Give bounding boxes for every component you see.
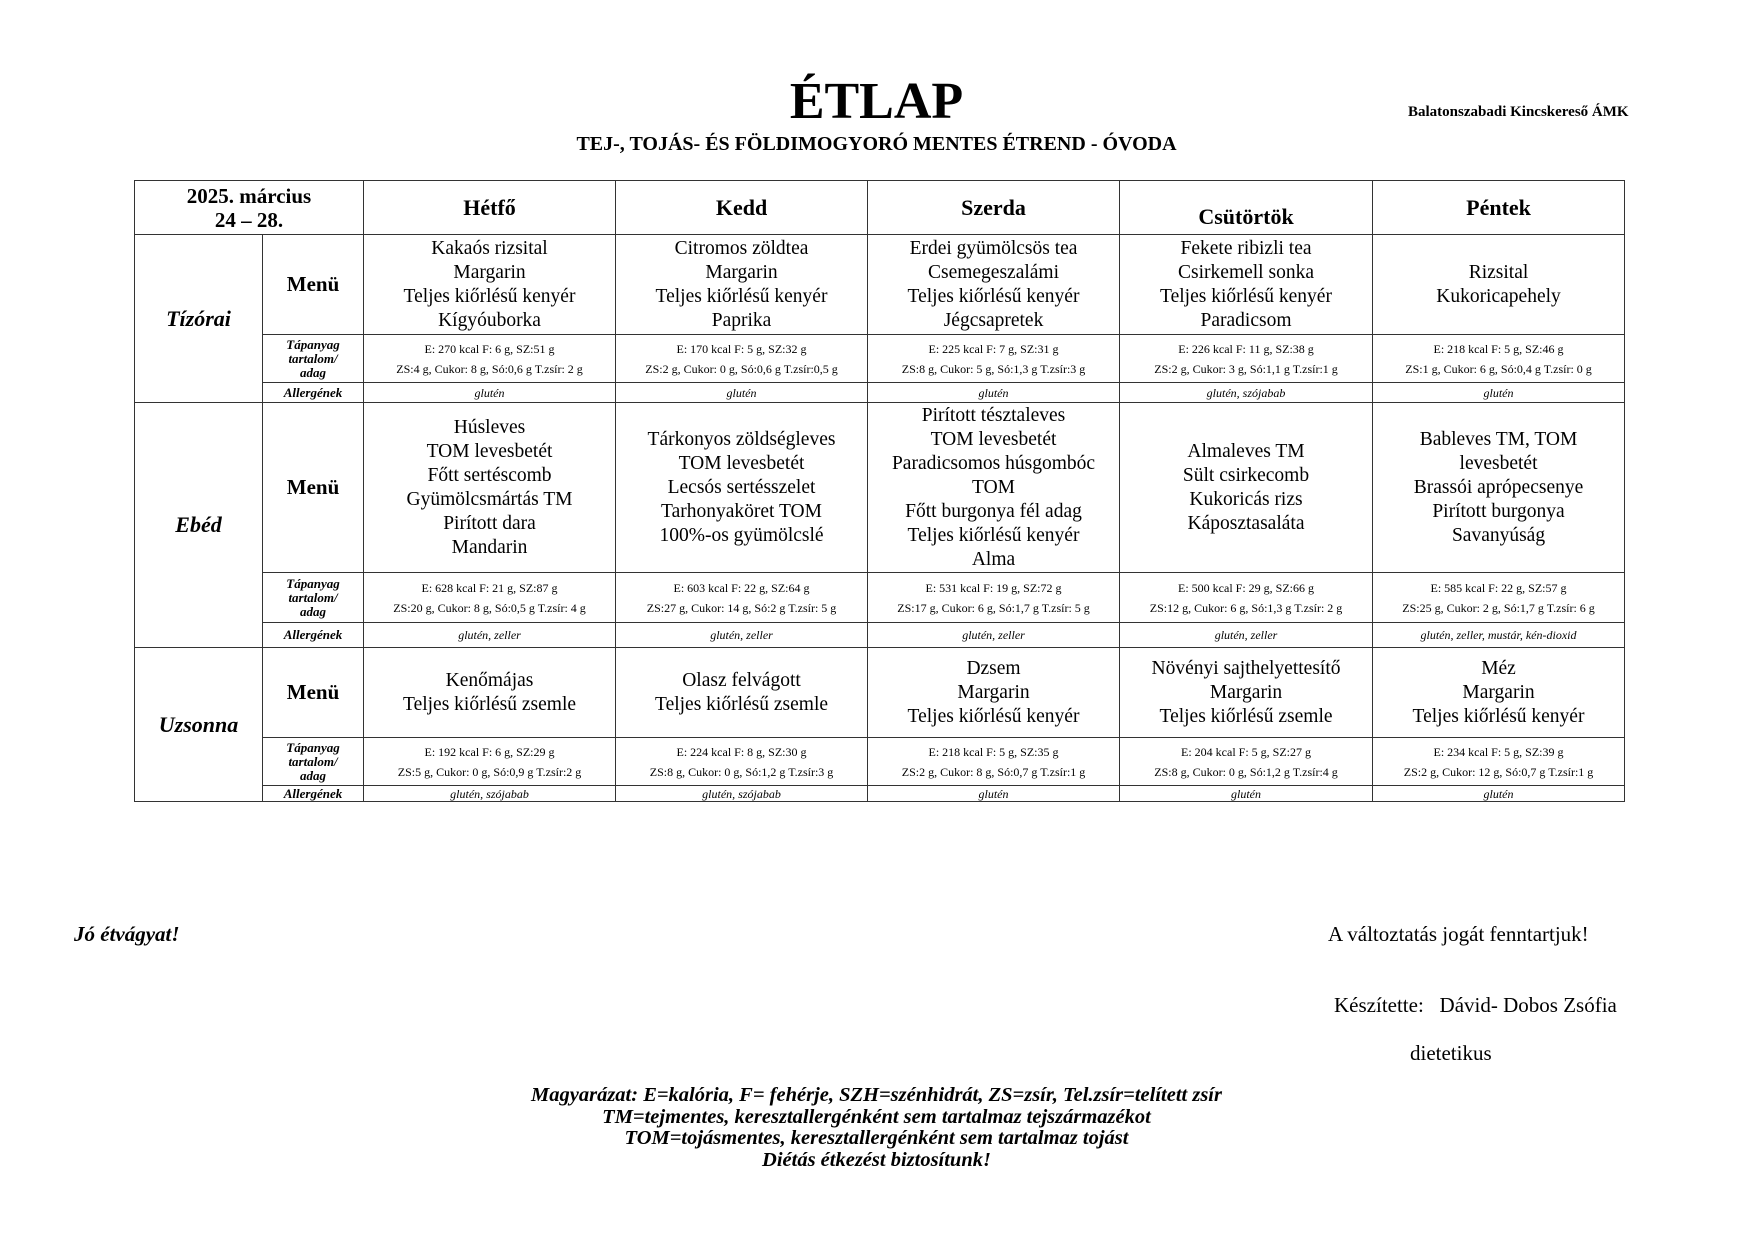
menu-item: Gyümölcsmártás TM — [406, 488, 573, 510]
nutrition-line: ZS:2 g, Cukor: 0 g, Só:0,6 g T.zsír:0,5 g — [645, 361, 838, 376]
menu-item: Kenőmájas — [445, 669, 534, 691]
author-role: dietetikus — [1410, 1041, 1492, 1065]
menu-item: Almaleves TM — [1187, 440, 1305, 462]
page-title: ÉTLAP — [789, 73, 964, 130]
menu-cell — [868, 403, 1120, 573]
nutrition-label-line: Tápanyag — [286, 739, 340, 755]
menu-row — [135, 403, 1625, 573]
menu-item: Káposztasaláta — [1187, 512, 1305, 534]
nutrition-cell — [616, 335, 868, 383]
menu-item: Tárkonyos zöldségleves — [647, 428, 836, 450]
allergen-cell: glutén — [364, 383, 616, 403]
menu-item: Bableves TM, TOM — [1419, 428, 1578, 450]
menu-item: Teljes kiőrlésű zsemle — [403, 693, 577, 715]
menu-item: Pirított dara — [443, 512, 536, 534]
menu-item: TOM levesbetét — [678, 452, 805, 474]
nutrition-cell — [868, 335, 1120, 383]
organization-name: Balatonszabadi Kincskereső ÁMK — [1408, 104, 1629, 120]
nutrition-label-line: Tápanyag — [286, 336, 340, 352]
nutrition-line: ZS:17 g, Cukor: 6 g, Só:1,7 g T.zsír: 5 g — [897, 600, 1090, 615]
allergen-cell: glutén — [868, 383, 1120, 403]
allergen-cell: glutén — [616, 383, 868, 403]
menu-item: 100%-os gyümölcslé — [659, 524, 824, 546]
nutrition-line: E: 531 kcal F: 19 g, SZ:72 g — [925, 580, 1062, 595]
nutrition-line: ZS:8 g, Cukor: 0 g, Só:1,2 g T.zsír:3 g — [649, 764, 834, 779]
nutrition-line: E: 226 kcal F: 11 g, SZ:38 g — [1178, 341, 1314, 356]
allergen-row-label: Allergének — [263, 786, 364, 802]
nutrition-line: ZS:8 g, Cukor: 5 g, Só:1,3 g T.zsír:3 g — [901, 361, 1086, 376]
menu-item: Teljes kiőrlésű kenyér — [1160, 285, 1332, 307]
day-header-thursday: Csütörtök — [1120, 181, 1373, 235]
menu-cell — [868, 235, 1120, 335]
menu-cell — [364, 235, 616, 335]
nutrition-label-line: adag — [300, 603, 326, 619]
menu-item: Méz — [1481, 657, 1516, 679]
menu-cell — [868, 648, 1120, 738]
nutrition-line: E: 270 kcal F: 6 g, SZ:51 g — [424, 341, 555, 356]
menu-item: Húsleves — [453, 416, 526, 438]
allergen-cell: glutén, zeller — [1120, 623, 1373, 648]
menu-item: Teljes kiőrlésű zsemle — [1159, 705, 1333, 727]
nutrition-line: E: 170 kcal F: 5 g, SZ:32 g — [676, 341, 807, 356]
menu-item: Margarin — [705, 261, 778, 283]
menu-cell — [1373, 235, 1625, 335]
nutrition-cell — [364, 573, 616, 623]
nutrition-cell — [616, 573, 868, 623]
nutrition-line: E: 224 kcal F: 8 g, SZ:30 g — [676, 744, 807, 759]
menu-item: Erdei gyümölcsös tea — [909, 237, 1078, 259]
nutrition-cell — [616, 738, 868, 786]
menu-cell — [616, 403, 868, 573]
menu-item: Tarhonyaköret TOM — [661, 500, 822, 522]
nutrition-line: E: 585 kcal F: 22 g, SZ:57 g — [1430, 580, 1567, 595]
menu-item: Kukoricapehely — [1436, 285, 1561, 307]
nutrition-line: E: 225 kcal F: 7 g, SZ:31 g — [928, 341, 1059, 356]
menu-cell — [1120, 235, 1373, 335]
menu-row — [135, 648, 1625, 738]
meal-name: Tízórai — [135, 235, 263, 403]
allergen-row — [135, 623, 1625, 648]
menu-cell — [1373, 648, 1625, 738]
allergen-cell: glutén — [868, 786, 1120, 802]
menu-item: Pirított burgonya — [1432, 500, 1565, 522]
disclaimer: A változtatás jogát fenntartjuk! — [1328, 922, 1589, 946]
nutrition-row-label — [263, 335, 364, 383]
menu-item: Olasz felvágott — [682, 669, 801, 691]
menu-item: Teljes kiőrlésű kenyér — [907, 524, 1080, 546]
menu-item: Teljes kiőrlésű kenyér — [655, 285, 828, 307]
allergen-cell: glutén, zeller, mustár, kén-dioxid — [1373, 623, 1625, 648]
menu-row — [135, 235, 1625, 335]
menu-item: Paradicsomos húsgombóc — [891, 452, 1096, 474]
meal-name: Uzsonna — [135, 648, 263, 802]
legend-line: TOM=tojásmentes, keresztallergénként sem tartalmaz tojást — [624, 1127, 1129, 1149]
menu-item: Főtt sertéscomb — [427, 464, 552, 486]
nutrition-line: ZS:25 g, Cukor: 2 g, Só:1,7 g T.zsír: 6 g — [1402, 600, 1595, 615]
week-month: 2025. március — [186, 183, 312, 208]
menu-item: Lecsós sertésszelet — [667, 476, 816, 498]
nutrition-label-line: Tápanyag — [286, 575, 340, 591]
menu-item: TOM levesbetét — [426, 440, 553, 462]
nutrition-line: E: 192 kcal F: 6 g, SZ:29 g — [424, 744, 555, 759]
menu-cell — [364, 403, 616, 573]
nutrition-line: ZS:27 g, Cukor: 14 g, Só:2 g T.zsír: 5 g — [646, 600, 837, 615]
nutrition-line: ZS:4 g, Cukor: 8 g, Só:0,6 g T.zsír: 2 g — [396, 361, 583, 376]
menu-item: Citromos zöldtea — [674, 237, 809, 259]
menu-item: Teljes kiőrlésű zsemle — [655, 693, 829, 715]
nutrition-line: E: 500 kcal F: 29 g, SZ:66 g — [1178, 580, 1315, 595]
allergen-row-label: Allergének — [263, 383, 364, 403]
legend-line: Magyarázat: E=kalória, F= fehérje, SZH=szénhidrát, ZS=zsír, Tel.zsír=telített zsír — [531, 1084, 1222, 1106]
nutrition-cell — [1373, 335, 1625, 383]
menu-cell — [616, 235, 868, 335]
menu-item: Teljes kiőrlésű kenyér — [907, 705, 1080, 727]
legend-line: Diétás étkezést biztosítunk! — [762, 1148, 991, 1171]
nutrition-cell — [1373, 738, 1625, 786]
nutrition-line: ZS:2 g, Cukor: 3 g, Só:1,1 g T.zsír:1 g — [1154, 361, 1338, 376]
menu-item: Kakaós rizsital — [431, 237, 548, 259]
menu-cell — [364, 648, 616, 738]
nutrition-line: ZS:2 g, Cukor: 8 g, Só:0,7 g T.zsír:1 g — [901, 764, 1086, 779]
week-date-cell — [135, 181, 364, 235]
author-name: Dávid- Dobos Zsófia — [1439, 993, 1617, 1017]
nutrition-line: ZS:5 g, Cukor: 0 g, Só:0,9 g T.zsír:2 g — [397, 764, 582, 779]
menu-item: Margarin — [453, 261, 526, 283]
allergen-cell: glutén, szójabab — [616, 786, 868, 802]
allergen-cell: glutén — [1373, 383, 1625, 403]
nutrition-row — [135, 738, 1625, 786]
allergen-cell: glutén, szójabab — [364, 786, 616, 802]
menu-item: Kukoricás rizs — [1189, 488, 1303, 510]
nutrition-cell — [868, 573, 1120, 623]
nutrition-label-line: tartalom/ — [288, 589, 338, 605]
nutrition-line: E: 234 kcal F: 5 g, SZ:39 g — [1433, 744, 1564, 759]
author-credit — [1334, 993, 1617, 1018]
menu-row-label: Menü — [263, 403, 364, 573]
menu-item: Savanyúság — [1451, 524, 1546, 546]
menu-item: Teljes kiőrlésű kenyér — [403, 285, 576, 307]
menu-cell — [1373, 403, 1625, 573]
weekly-menu-table — [134, 180, 1625, 802]
greeting: Jó étvágyat! — [74, 922, 180, 946]
day-header-tuesday: Kedd — [616, 181, 868, 235]
nutrition-line: ZS:12 g, Cukor: 6 g, Só:1,3 g T.zsír: 2 g — [1149, 600, 1343, 615]
day-header-monday: Hétfő — [364, 181, 616, 235]
nutrition-cell — [868, 738, 1120, 786]
menu-item: Mandarin — [451, 536, 528, 558]
nutrition-label-line: tartalom/ — [288, 753, 338, 769]
week-range: 24 – 28. — [214, 207, 284, 232]
nutrition-label-line: tartalom/ — [288, 350, 338, 366]
nutrition-cell — [364, 335, 616, 383]
allergen-row — [135, 383, 1625, 403]
menu-item: Margarin — [1462, 681, 1535, 703]
menu-cell — [1120, 403, 1373, 573]
nutrition-line: E: 218 kcal F: 5 g, SZ:46 g — [1433, 341, 1564, 356]
nutrition-line: E: 218 kcal F: 5 g, SZ:35 g — [928, 744, 1059, 759]
page-subtitle: TEJ-, TOJÁS- ÉS FÖLDIMOGYORÓ MENTES ÉTREND - ÓVODA — [576, 133, 1177, 155]
legend-line: TM=tejmentes, keresztallergénként sem tartalmaz tejszármazékot — [602, 1105, 1151, 1128]
nutrition-line: E: 603 kcal F: 22 g, SZ:64 g — [673, 580, 810, 595]
menu-item: Dzsem — [966, 657, 1021, 679]
nutrition-line: ZS:20 g, Cukor: 8 g, Só:0,5 g T.zsír: 4 g — [393, 600, 586, 615]
menu-row-label: Menü — [263, 648, 364, 738]
nutrition-row — [135, 335, 1625, 383]
allergen-row-label: Allergének — [263, 623, 364, 648]
meal-name: Ebéd — [135, 403, 263, 648]
menu-row-label: Menü — [263, 235, 364, 335]
nutrition-label-line: adag — [300, 364, 326, 380]
menu-item: Alma — [971, 548, 1016, 570]
menu-item: TOM — [972, 476, 1015, 498]
menu-item: Jégcsapretek — [943, 309, 1044, 331]
allergen-cell: glutén — [1373, 786, 1625, 802]
nutrition-line: E: 204 kcal F: 5 g, SZ:27 g — [1181, 744, 1312, 759]
menu-item: Rizsital — [1468, 261, 1529, 283]
menu-item: Növényi sajthelyettesítő — [1151, 657, 1341, 679]
menu-cell — [616, 648, 868, 738]
allergen-cell: glutén, zeller — [364, 623, 616, 648]
menu-item: Margarin — [957, 681, 1030, 703]
menu-item: Teljes kiőrlésű kenyér — [1412, 705, 1585, 727]
menu-body — [135, 235, 1625, 802]
allergen-row — [135, 786, 1625, 802]
menu-item: Margarin — [1209, 681, 1283, 703]
menu-item: Kígyóuborka — [438, 309, 541, 331]
nutrition-cell — [364, 738, 616, 786]
day-header-friday: Péntek — [1373, 181, 1625, 235]
allergen-cell: glutén — [1120, 786, 1373, 802]
menu-item: Brassói aprópecsenye — [1413, 476, 1584, 498]
nutrition-cell — [1120, 738, 1373, 786]
legend — [0, 1085, 1753, 1171]
allergen-cell: glutén, szójabab — [1120, 383, 1373, 403]
header-row — [135, 181, 1625, 235]
nutrition-cell — [1373, 573, 1625, 623]
menu-item: Paradicsom — [1200, 309, 1292, 331]
nutrition-row-label — [263, 573, 364, 623]
menu-item: levesbetét — [1459, 452, 1538, 474]
nutrition-line: E: 628 kcal F: 21 g, SZ:87 g — [421, 580, 558, 595]
menu-item: Csirkemell sonka — [1178, 261, 1314, 283]
nutrition-line: ZS:2 g, Cukor: 12 g, Só:0,7 g T.zsír:1 g — [1403, 764, 1594, 779]
menu-cell — [1120, 648, 1373, 738]
author-label: Készítette: — [1334, 993, 1424, 1017]
nutrition-row-label — [263, 738, 364, 786]
menu-item: Teljes kiőrlésű kenyér — [907, 285, 1080, 307]
nutrition-label-line: adag — [300, 767, 326, 783]
menu-item: Fekete ribizli tea — [1180, 237, 1312, 259]
nutrition-cell — [1120, 573, 1373, 623]
menu-item: Paprika — [711, 309, 772, 331]
menu-item: Csemegeszalámi — [927, 261, 1060, 283]
nutrition-cell — [1120, 335, 1373, 383]
menu-item: TOM levesbetét — [930, 428, 1057, 450]
nutrition-row — [135, 573, 1625, 623]
day-header-wednesday: Szerda — [868, 181, 1120, 235]
nutrition-line: ZS:8 g, Cukor: 0 g, Só:1,2 g T.zsír:4 g — [1154, 764, 1338, 779]
allergen-cell: glutén, zeller — [868, 623, 1120, 648]
allergen-cell: glutén, zeller — [616, 623, 868, 648]
menu-item: Főtt burgonya fél adag — [905, 500, 1082, 522]
nutrition-line: ZS:1 g, Cukor: 6 g, Só:0,4 g T.zsír: 0 g — [1405, 361, 1592, 376]
menu-item: Sült csirkecomb — [1182, 464, 1310, 486]
menu-item: Pirított tésztaleves — [921, 404, 1066, 426]
